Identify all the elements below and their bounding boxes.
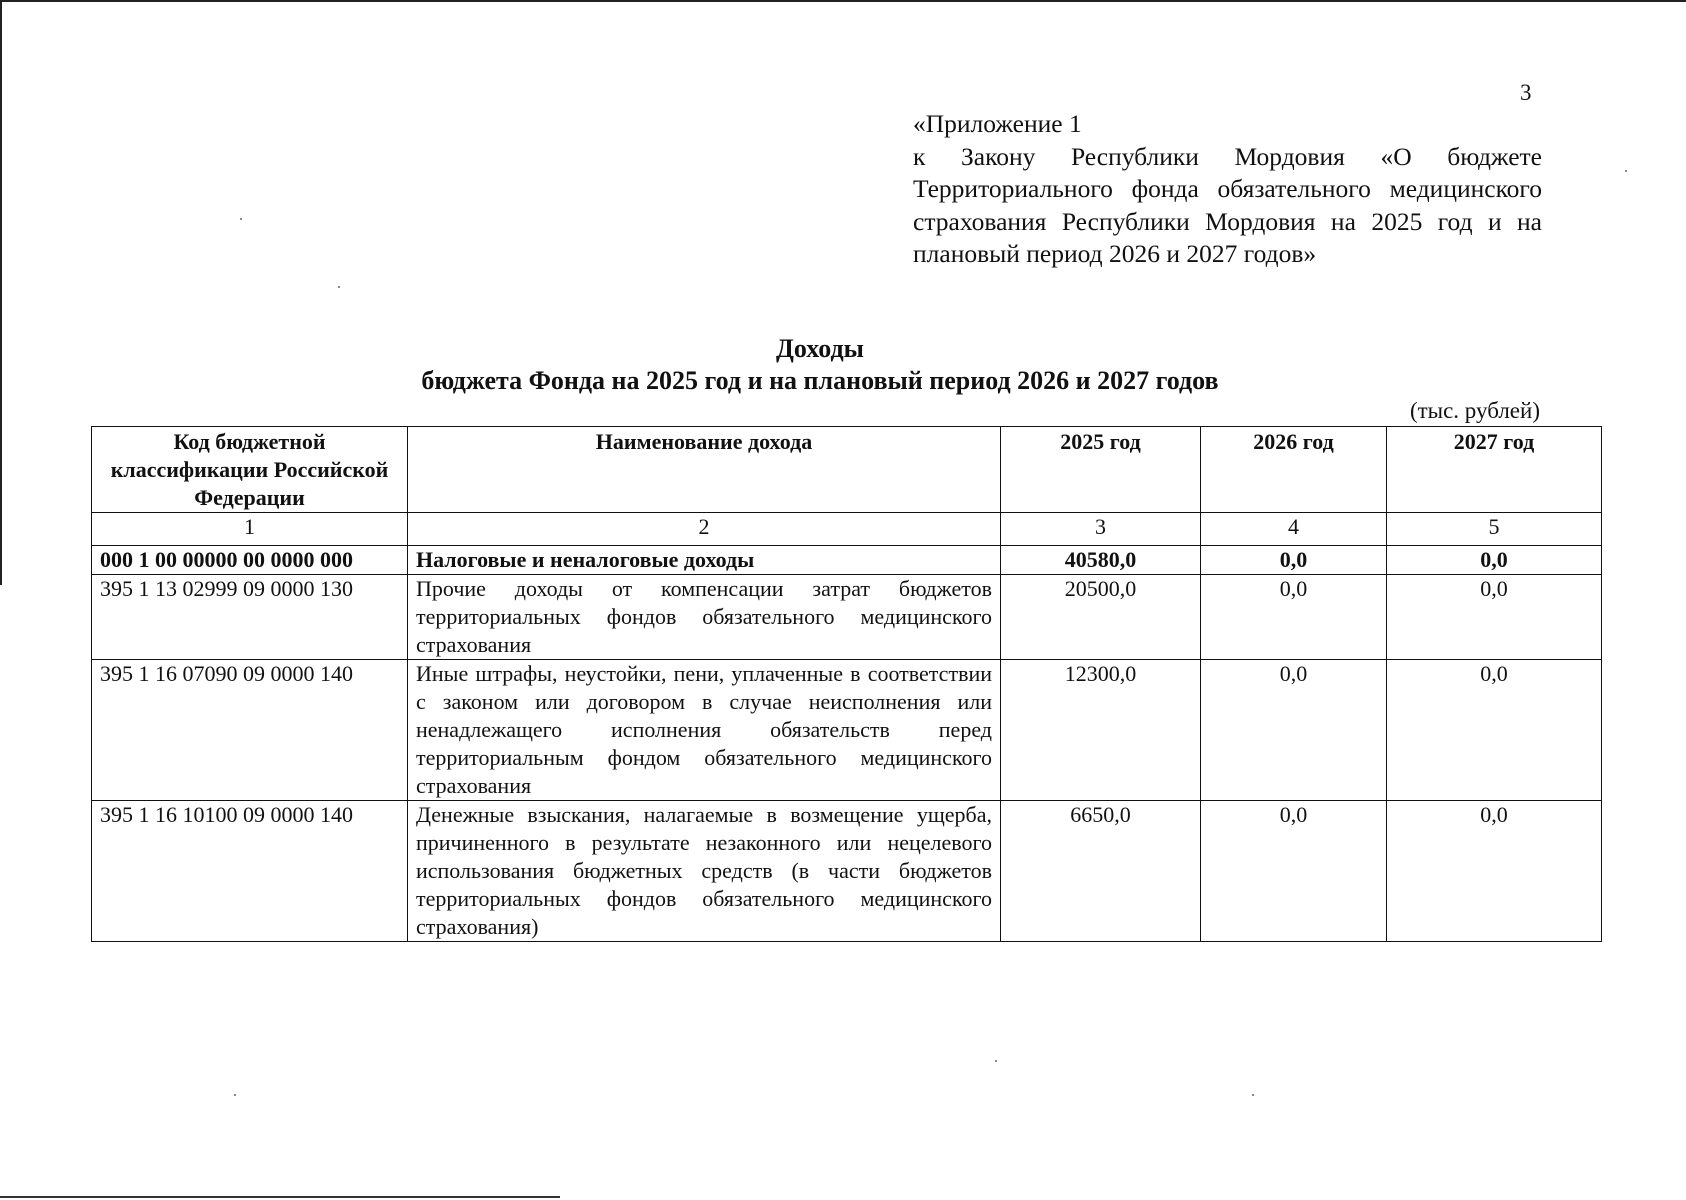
row-value-2026: 0,0 [1201, 660, 1387, 801]
column-number: 1 [92, 513, 408, 546]
row-code: 395 1 13 02999 09 0000 130 [92, 575, 408, 660]
row-code: 395 1 16 10100 09 0000 140 [92, 801, 408, 942]
column-header-code: Код бюджетной классификации Российской Федерации [92, 427, 408, 513]
scan-speck [234, 1094, 236, 1096]
column-number: 5 [1387, 513, 1602, 546]
row-value-2025: 6650,0 [1001, 801, 1201, 942]
table-row [92, 660, 1602, 801]
row-code: 000 1 00 00000 00 0000 000 [92, 546, 408, 575]
row-value-2027: 0,0 [1387, 546, 1602, 575]
scan-border-left [0, 0, 2, 585]
row-value-2025: 12300,0 [1001, 660, 1201, 801]
row-value-2026: 0,0 [1201, 546, 1387, 575]
row-name: Прочие доходы от компенсации затрат бюджетов территориальных фондов обязательного медицинского страхования [408, 575, 1001, 660]
row-value-2026: 0,0 [1201, 801, 1387, 942]
units-label: (тыс. рублей) [1409, 398, 1540, 423]
row-value-2027: 0,0 [1387, 801, 1602, 942]
appendix-body: к Закону Республики Мордовия «О бюджете Территориального фонда обязательного медицинского страхования Республики Мордовия на 2025 год и на плановый период 2026 и 2027 годов» [913, 141, 1542, 268]
scan-speck [995, 1060, 997, 1062]
scan-border-bottom [0, 1196, 560, 1198]
page-number: 3 [1520, 80, 1532, 105]
column-number: 4 [1201, 513, 1387, 546]
row-value-2027: 0,0 [1387, 660, 1602, 801]
table-row [92, 801, 1602, 942]
scan-border-top [0, 0, 1686, 2]
row-value-2026: 0,0 [1201, 575, 1387, 660]
column-number: 2 [408, 513, 1001, 546]
scan-speck [338, 286, 340, 288]
scan-speck [1625, 170, 1627, 172]
appendix-title: «Приложение 1 [913, 109, 1082, 138]
scan-speck [240, 218, 242, 220]
table-header-row [92, 427, 1602, 513]
column-number: 3 [1001, 513, 1201, 546]
column-number-row [92, 513, 1602, 546]
scan-speck [1252, 1094, 1254, 1096]
table-row [92, 575, 1602, 660]
document-title: Доходы [776, 334, 864, 363]
document-subtitle: бюджета Фонда на 2025 год и на плановый период 2026 и 2027 годов [421, 366, 1219, 395]
row-name: Налоговые и неналоговые доходы [408, 546, 1001, 575]
appendix-block [913, 108, 1542, 271]
column-header-2027: 2027 год [1387, 427, 1602, 513]
income-table [91, 426, 1602, 942]
row-name: Иные штрафы, неустойки, пени, уплаченные в соответствии с законом или договором в случае неисполнения или ненадлежащего исполнения обязательств перед территориальным фондом обязательного медицинского страхования [408, 660, 1001, 801]
row-value-2025: 40580,0 [1001, 546, 1201, 575]
row-code: 395 1 16 07090 09 0000 140 [92, 660, 408, 801]
table-row-total [92, 546, 1602, 575]
column-header-name: Наименование дохода [408, 427, 1001, 513]
column-header-2026: 2026 год [1201, 427, 1387, 513]
row-name: Денежные взыскания, налагаемые в возмещение ущерба, причиненного в результате незаконного или нецелевого использования бюджетных средств (в части бюджетов территориальных фондов обязательного медицинского страхования) [408, 801, 1001, 942]
row-value-2025: 20500,0 [1001, 575, 1201, 660]
column-header-2025: 2025 год [1001, 427, 1201, 513]
row-value-2027: 0,0 [1387, 575, 1602, 660]
